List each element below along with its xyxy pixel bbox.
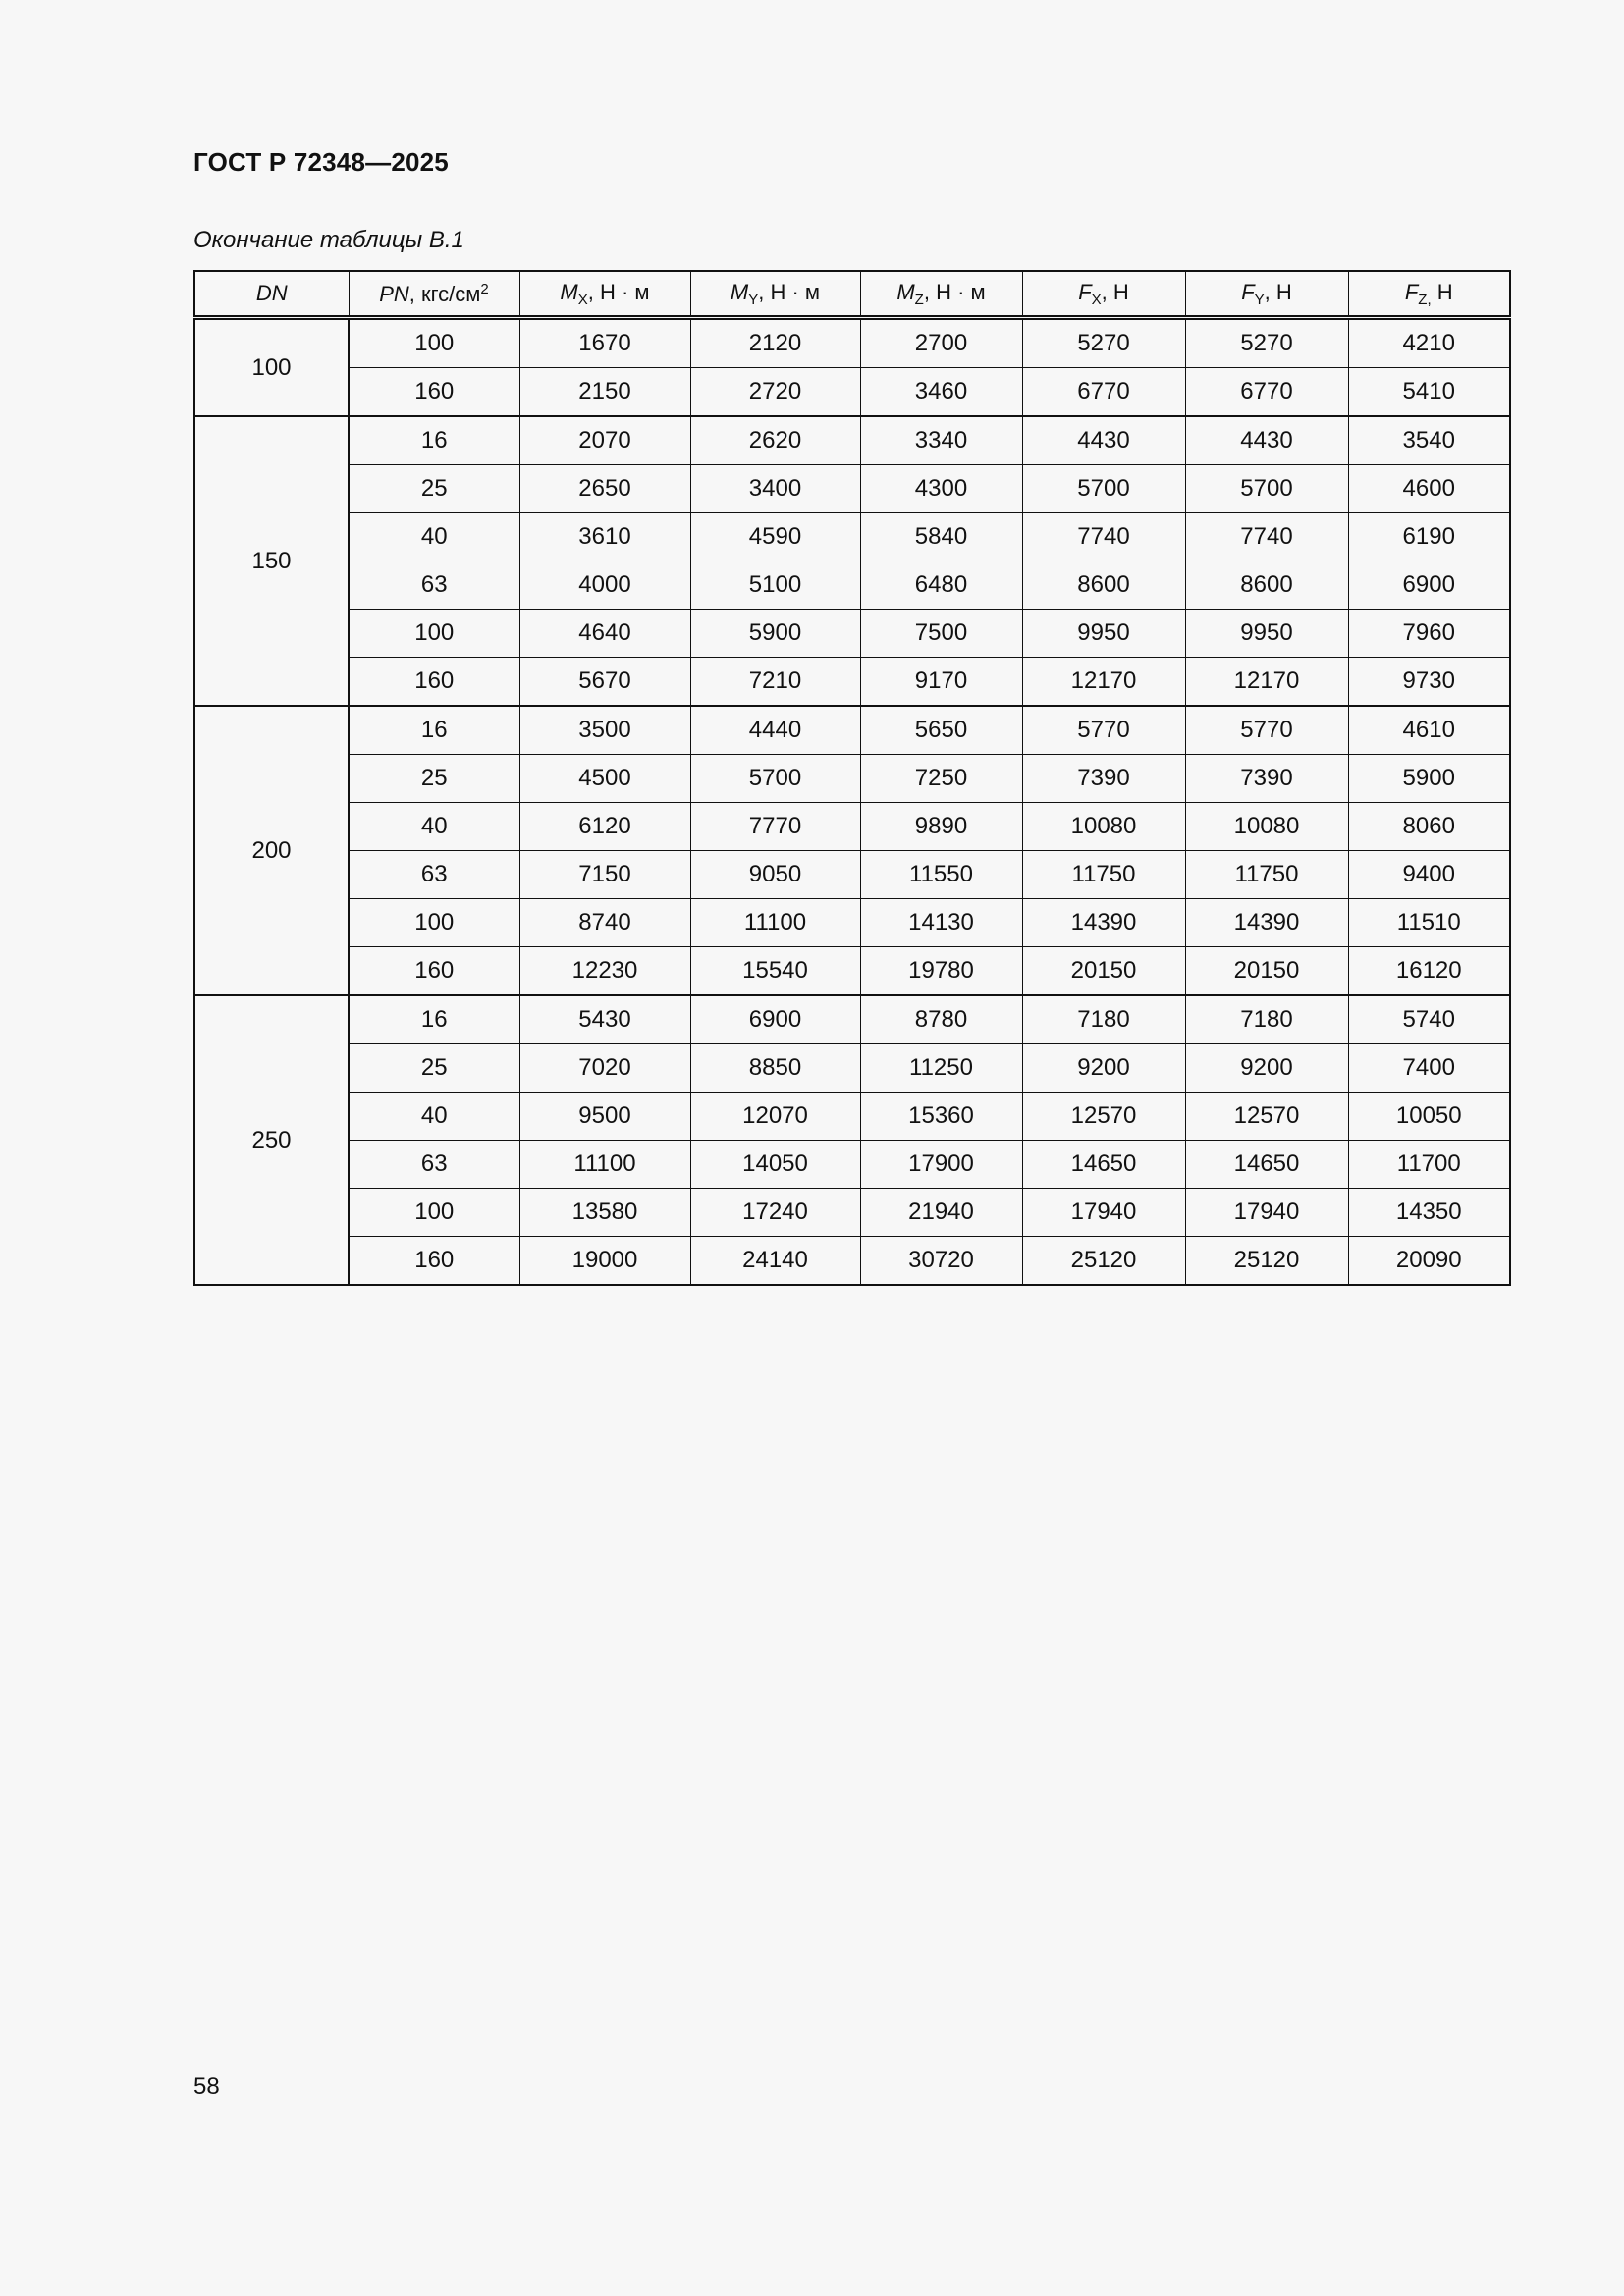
value-cell: 6770: [1185, 368, 1348, 417]
pn-cell: 63: [349, 1141, 519, 1189]
value-cell: 8600: [1185, 561, 1348, 610]
table-row: [194, 755, 1510, 803]
pn-cell: 160: [349, 947, 519, 996]
value-cell: 4500: [519, 755, 690, 803]
table-row: [194, 610, 1510, 658]
value-cell: 6900: [690, 995, 860, 1044]
value-cell: 17240: [690, 1189, 860, 1237]
value-cell: 9200: [1185, 1044, 1348, 1093]
value-cell: 5900: [690, 610, 860, 658]
value-cell: 5770: [1022, 706, 1185, 755]
column-symbol: M: [730, 279, 749, 304]
pn-cell: 16: [349, 995, 519, 1044]
table-row: [194, 706, 1510, 755]
column-symbol: F: [1078, 279, 1092, 304]
value-cell: 7740: [1022, 513, 1185, 561]
column-subscript: Z: [914, 291, 924, 308]
column-unit: , Н · м: [587, 279, 650, 304]
column-subscript: Y: [748, 291, 759, 308]
table-row: [194, 1237, 1510, 1286]
value-cell: 4590: [690, 513, 860, 561]
value-cell: 14350: [1348, 1189, 1510, 1237]
value-cell: 8740: [519, 899, 690, 947]
value-cell: 5410: [1348, 368, 1510, 417]
value-cell: 4600: [1348, 465, 1510, 513]
column-symbol: F: [1241, 279, 1255, 304]
pn-cell: 25: [349, 1044, 519, 1093]
value-cell: 30720: [860, 1237, 1022, 1286]
value-cell: 14650: [1185, 1141, 1348, 1189]
value-cell: 5100: [690, 561, 860, 610]
value-cell: 2720: [690, 368, 860, 417]
column-header: [194, 271, 349, 318]
value-cell: 14390: [1185, 899, 1348, 947]
value-cell: 25120: [1185, 1237, 1348, 1286]
value-cell: 3610: [519, 513, 690, 561]
value-cell: 14130: [860, 899, 1022, 947]
value-cell: 17940: [1185, 1189, 1348, 1237]
table-row: [194, 1044, 1510, 1093]
value-cell: 8780: [860, 995, 1022, 1044]
value-cell: 12170: [1022, 658, 1185, 707]
value-cell: 9050: [690, 851, 860, 899]
table-row: [194, 658, 1510, 707]
dn-cell: 200: [194, 706, 349, 995]
value-cell: 9730: [1348, 658, 1510, 707]
value-cell: 11550: [860, 851, 1022, 899]
table-row: [194, 416, 1510, 465]
value-cell: 10050: [1348, 1093, 1510, 1141]
pn-cell: 63: [349, 851, 519, 899]
pn-cell: 63: [349, 561, 519, 610]
value-cell: 2150: [519, 368, 690, 417]
value-cell: 5700: [690, 755, 860, 803]
column-superscript: 2: [480, 280, 489, 297]
value-cell: 5700: [1185, 465, 1348, 513]
value-cell: 4430: [1185, 416, 1348, 465]
value-cell: 14050: [690, 1141, 860, 1189]
value-cell: 9890: [860, 803, 1022, 851]
column-symbol: M: [896, 279, 915, 304]
value-cell: 6770: [1022, 368, 1185, 417]
dn-cell: 100: [194, 318, 349, 417]
table-caption: Окончание таблицы В.1: [193, 227, 464, 253]
column-subscript: Y: [1254, 291, 1265, 308]
value-cell: 13580: [519, 1189, 690, 1237]
value-cell: 7250: [860, 755, 1022, 803]
value-cell: 5430: [519, 995, 690, 1044]
value-cell: 5770: [1185, 706, 1348, 755]
document-header: ГОСТ Р 72348—2025: [193, 147, 449, 177]
column-header: [1022, 271, 1185, 318]
table-row: [194, 368, 1510, 417]
value-cell: 7960: [1348, 610, 1510, 658]
column-unit: , кгс/см: [408, 281, 481, 306]
value-cell: 2070: [519, 416, 690, 465]
value-cell: 3340: [860, 416, 1022, 465]
pn-cell: 40: [349, 803, 519, 851]
column-unit: , Н · м: [758, 279, 821, 304]
value-cell: 12170: [1185, 658, 1348, 707]
value-cell: 4300: [860, 465, 1022, 513]
value-cell: 12070: [690, 1093, 860, 1141]
value-cell: 6480: [860, 561, 1022, 610]
value-cell: 5650: [860, 706, 1022, 755]
column-header: [690, 271, 860, 318]
value-cell: 14390: [1022, 899, 1185, 947]
data-table: [193, 270, 1511, 1286]
value-cell: 6120: [519, 803, 690, 851]
column-subscript: X: [577, 291, 588, 308]
value-cell: 5900: [1348, 755, 1510, 803]
value-cell: 8850: [690, 1044, 860, 1093]
pn-cell: 16: [349, 416, 519, 465]
column-subscript: X: [1091, 291, 1102, 308]
value-cell: 6190: [1348, 513, 1510, 561]
value-cell: 3460: [860, 368, 1022, 417]
value-cell: 16120: [1348, 947, 1510, 996]
value-cell: 8600: [1022, 561, 1185, 610]
value-cell: 4210: [1348, 318, 1510, 368]
pn-cell: 160: [349, 1237, 519, 1286]
value-cell: 11750: [1185, 851, 1348, 899]
value-cell: 9500: [519, 1093, 690, 1141]
value-cell: 20150: [1185, 947, 1348, 996]
value-cell: 11750: [1022, 851, 1185, 899]
value-cell: 9200: [1022, 1044, 1185, 1093]
value-cell: 15540: [690, 947, 860, 996]
table-row: [194, 899, 1510, 947]
value-cell: 7180: [1185, 995, 1348, 1044]
pn-cell: 25: [349, 465, 519, 513]
table-body: [194, 318, 1510, 1286]
value-cell: 21940: [860, 1189, 1022, 1237]
table-row: [194, 1141, 1510, 1189]
value-cell: 4440: [690, 706, 860, 755]
table-header: [194, 271, 1510, 318]
column-header: [1348, 271, 1510, 318]
value-cell: 20090: [1348, 1237, 1510, 1286]
value-cell: 5270: [1185, 318, 1348, 368]
value-cell: 9950: [1022, 610, 1185, 658]
value-cell: 7210: [690, 658, 860, 707]
value-cell: 11100: [519, 1141, 690, 1189]
value-cell: 7400: [1348, 1044, 1510, 1093]
value-cell: 11510: [1348, 899, 1510, 947]
value-cell: 7390: [1185, 755, 1348, 803]
table-row: [194, 947, 1510, 996]
table-row: [194, 851, 1510, 899]
column-header: [349, 271, 519, 318]
table-row: [194, 561, 1510, 610]
value-cell: 7770: [690, 803, 860, 851]
column-unit: , Н · м: [923, 279, 986, 304]
value-cell: 25120: [1022, 1237, 1185, 1286]
pn-cell: 100: [349, 610, 519, 658]
value-cell: 10080: [1022, 803, 1185, 851]
value-cell: 4610: [1348, 706, 1510, 755]
column-unit: , Н: [1101, 279, 1129, 304]
value-cell: 24140: [690, 1237, 860, 1286]
value-cell: 3400: [690, 465, 860, 513]
column-symbol: M: [560, 279, 578, 304]
column-symbol: F: [1404, 279, 1419, 304]
value-cell: 3500: [519, 706, 690, 755]
table-row: [194, 318, 1510, 368]
value-cell: 14650: [1022, 1141, 1185, 1189]
column-symbol: DN: [255, 281, 288, 305]
value-cell: 7500: [860, 610, 1022, 658]
value-cell: 17940: [1022, 1189, 1185, 1237]
value-cell: 9170: [860, 658, 1022, 707]
value-cell: 5270: [1022, 318, 1185, 368]
table-row: [194, 513, 1510, 561]
table-row: [194, 803, 1510, 851]
value-cell: 3540: [1348, 416, 1510, 465]
value-cell: 1670: [519, 318, 690, 368]
value-cell: 4640: [519, 610, 690, 658]
value-cell: 19000: [519, 1237, 690, 1286]
value-cell: 7020: [519, 1044, 690, 1093]
table-row: [194, 1093, 1510, 1141]
value-cell: 5700: [1022, 465, 1185, 513]
value-cell: 4000: [519, 561, 690, 610]
value-cell: 5670: [519, 658, 690, 707]
table-row: [194, 1189, 1510, 1237]
table-row: [194, 465, 1510, 513]
value-cell: 12570: [1185, 1093, 1348, 1141]
value-cell: 19780: [860, 947, 1022, 996]
pn-cell: 160: [349, 658, 519, 707]
column-symbol: PN: [379, 281, 409, 306]
column-header: [519, 271, 690, 318]
pn-cell: 160: [349, 368, 519, 417]
value-cell: 7740: [1185, 513, 1348, 561]
value-cell: 11100: [690, 899, 860, 947]
pn-cell: 40: [349, 1093, 519, 1141]
value-cell: 2700: [860, 318, 1022, 368]
column-header: [1185, 271, 1348, 318]
column-subscript: Z,: [1418, 291, 1432, 308]
dn-cell: 150: [194, 416, 349, 706]
value-cell: 2120: [690, 318, 860, 368]
value-cell: 5840: [860, 513, 1022, 561]
column-unit: , Н: [1264, 279, 1292, 304]
table-row: [194, 995, 1510, 1044]
value-cell: 7180: [1022, 995, 1185, 1044]
pn-cell: 100: [349, 1189, 519, 1237]
value-cell: 2620: [690, 416, 860, 465]
value-cell: 10080: [1185, 803, 1348, 851]
value-cell: 9950: [1185, 610, 1348, 658]
header-row: [194, 271, 1510, 318]
pn-cell: 100: [349, 899, 519, 947]
value-cell: 4430: [1022, 416, 1185, 465]
pn-cell: 100: [349, 318, 519, 368]
column-unit: Н: [1431, 279, 1453, 304]
value-cell: 20150: [1022, 947, 1185, 996]
value-cell: 11700: [1348, 1141, 1510, 1189]
value-cell: 9400: [1348, 851, 1510, 899]
value-cell: 7150: [519, 851, 690, 899]
value-cell: 12570: [1022, 1093, 1185, 1141]
value-cell: 17900: [860, 1141, 1022, 1189]
pn-cell: 25: [349, 755, 519, 803]
value-cell: 12230: [519, 947, 690, 996]
dn-cell: 250: [194, 995, 349, 1285]
value-cell: 2650: [519, 465, 690, 513]
value-cell: 11250: [860, 1044, 1022, 1093]
value-cell: 8060: [1348, 803, 1510, 851]
column-header: [860, 271, 1022, 318]
pn-cell: 40: [349, 513, 519, 561]
pn-cell: 16: [349, 706, 519, 755]
value-cell: 6900: [1348, 561, 1510, 610]
page-number: 58: [193, 2073, 220, 2100]
value-cell: 5740: [1348, 995, 1510, 1044]
value-cell: 7390: [1022, 755, 1185, 803]
value-cell: 15360: [860, 1093, 1022, 1141]
